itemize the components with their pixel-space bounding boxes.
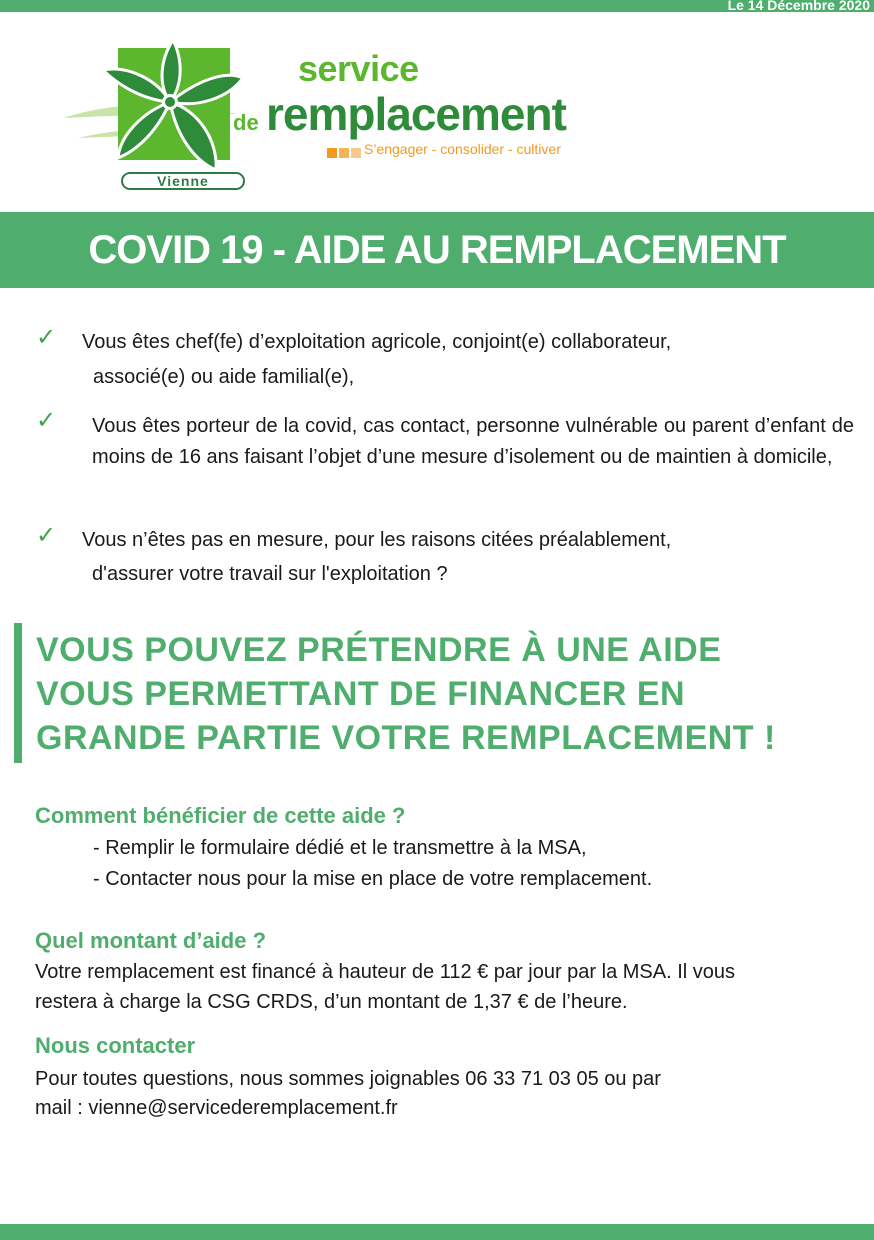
callout-line-1: VOUS POUVEZ PRÉTENDRE À UNE AIDE <box>36 631 722 669</box>
criterion-3-line-2: d'assurer votre travail sur l'exploitation ? <box>92 563 448 585</box>
document-date: Le 14 Décembre 2020 <box>727 0 870 13</box>
callout-accent-bar <box>14 623 22 763</box>
title-banner <box>0 212 874 288</box>
bottom-bar <box>0 1224 874 1240</box>
callout-line-2: VOUS PERMETTANT DE FINANCER EN <box>36 675 686 713</box>
how-heading: Comment bénéficier de cette aide ? <box>35 803 406 828</box>
check-icon: ✓ <box>36 324 57 351</box>
criterion-1-line-1: Vous êtes chef(fe) d’exploitation agricole, conjoint(e) collaborateur, <box>82 331 672 353</box>
criterion-2-text: Vous êtes porteur de la covid, cas contact, personne vulnérable ou parent d’enfant de moins de 16 ans faisant l’objet d’une mesure d’isolement ou de maintien à domicile, <box>92 415 854 468</box>
page-title: COVID 19 - AIDE AU REMPLACEMENT <box>88 228 786 272</box>
amount-heading: Quel montant d’aide ? <box>35 928 267 953</box>
brand-remplacement: remplacement <box>266 88 566 140</box>
brand-service: service <box>298 48 419 89</box>
amount-line-2: restera à charge la CSG CRDS, d’un montant de 1,37 € de l’heure. <box>35 991 628 1013</box>
tagline: S’engager - consolider - cultiver <box>364 141 561 157</box>
contact-line-1: Pour toutes questions, nous sommes joignables 06 33 71 03 05 ou par <box>35 1068 661 1090</box>
contact-email[interactable]: mail : vienne@servicederemplacement.fr <box>35 1097 398 1119</box>
amount-line-1: Votre remplacement est financé à hauteur de 112 € par jour par la MSA. Il vous <box>35 961 736 983</box>
check-icon: ✓ <box>36 407 57 434</box>
callout-line-3: GRANDE PARTIE VOTRE REMPLACEMENT ! <box>36 719 776 757</box>
brand-de: de <box>233 110 259 135</box>
flower-logo-icon <box>58 30 258 195</box>
criterion-1-line-2: associé(e) ou aide familial(e), <box>93 366 355 388</box>
criterion-3-line-1: Vous n’êtes pas en mesure, pour les raisons citées préalablement, <box>82 529 672 551</box>
how-step-2: - Contacter nous pour la mise en place de votre remplacement. <box>93 868 653 890</box>
region-label: Vienne <box>121 172 245 190</box>
check-icon: ✓ <box>36 522 57 549</box>
tagline-squares-icon <box>327 145 363 163</box>
how-step-1: - Remplir le formulaire dédié et le transmettre à la MSA, <box>93 837 587 859</box>
callout <box>36 628 856 760</box>
contact-heading: Nous contacter <box>35 1033 196 1058</box>
